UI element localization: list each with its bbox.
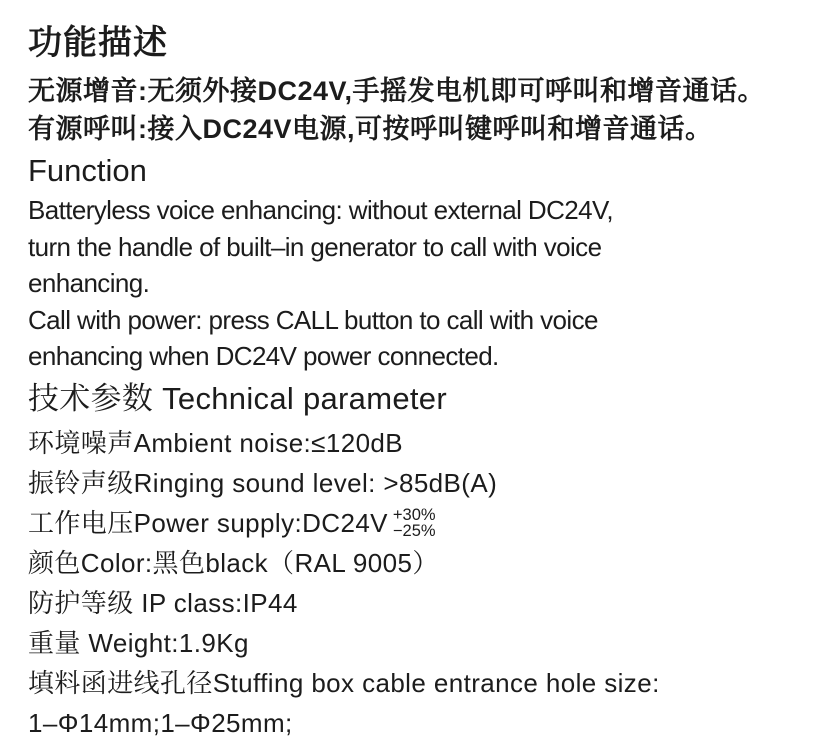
function-cn-line-powered: 有源呼叫:接入DC24V电源,可按呼叫键呼叫和增音通话。	[28, 114, 713, 144]
tolerance-plus: +30%	[392, 505, 436, 524]
param-stuffing-box-label: 填料函进线孔径Stuffing box cable entrance hole size:	[28, 667, 660, 698]
function-cn-line-passive: 无源增音:无须外接DC24V,手摇发电机即可呼叫和增音通话。	[28, 76, 766, 106]
param-power-supply-text: 工作电压Power supply:DC24V	[28, 507, 388, 538]
tolerance-minus: −25%	[392, 521, 436, 540]
function-en-line: enhancing when DC24V power connected.	[28, 341, 499, 371]
function-en-heading: Function	[28, 153, 147, 188]
function-en-line: turn the handle of built–in generator to call with voice	[28, 231, 602, 262]
function-en-line: Call with power: press CALL button to call with voice	[28, 304, 598, 335]
param-weight: 重量 Weight:1.9Kg	[28, 627, 249, 658]
param-ambient-noise: 环境噪声Ambient noise:≤120dB	[28, 427, 404, 458]
function-cn-heading: 功能描述	[28, 24, 168, 62]
function-en-line: Batteryless voice enhancing: without external DC24V,	[28, 195, 613, 225]
param-color: 颜色Color:黑色black（RAL 9005）	[28, 547, 439, 578]
param-stuffing-box-sizes: 1–Φ14mm;1–Φ25mm;	[28, 707, 293, 738]
technical-parameter-heading: 技术参数 Technical parameter	[28, 380, 447, 416]
power-supply-tolerance	[393, 507, 436, 539]
param-ringing-sound-level: 振铃声级Ringing sound level: >85dB(A)	[28, 467, 498, 498]
param-power-supply	[28, 503, 806, 543]
function-en-line: enhancing.	[28, 268, 150, 298]
param-ip-class: 防护等级 IP class:IP44	[28, 587, 298, 618]
